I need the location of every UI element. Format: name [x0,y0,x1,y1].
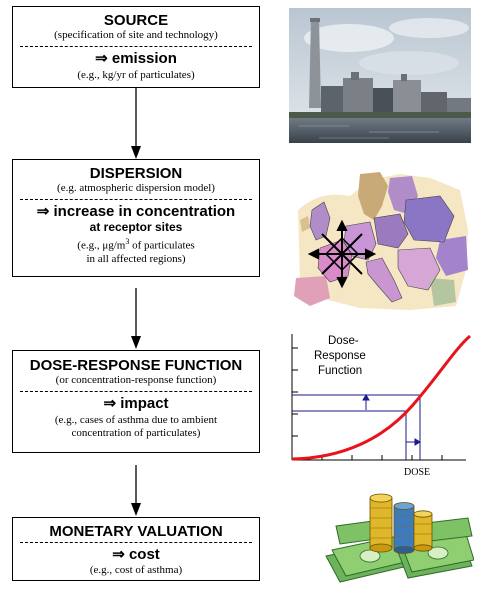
dose-response-graph [284,328,474,480]
dose-output: ⇒ impact [103,395,169,412]
monetary-example: (e.g., cost of asthma) [89,564,183,576]
arrow-source-to-dispersion [128,88,144,160]
graph-xlabel: DOSE [404,467,431,478]
dose-response-box [12,350,260,453]
graph-label-line1: Dose- [328,335,359,347]
dispersion-divider [20,199,252,200]
source-example: (e.g., kg/yr of particulates) [77,69,195,81]
dose-desc: (or concentration-response function) [55,374,217,386]
dispersion-output-line2: at receptor sites [89,220,183,234]
dispersion-output: ⇒ increase in concentration [36,203,236,220]
arrow-dispersion-to-dose [128,288,144,350]
dispersion-example-line1 [13,235,259,253]
graph-label-line3: Function [318,365,363,377]
monetary-box [12,517,260,581]
power-plant-photo [289,8,471,143]
dose-example-line2: concentration of particulates) [71,427,201,439]
money-stack-icon [322,484,474,584]
dispersion-box [12,159,260,277]
monetary-title: MONETARY VALUATION [49,523,223,540]
dispersion-example-line2: in all affected regions) [86,252,186,265]
dose-title: DOSE-RESPONSE FUNCTION [29,357,243,374]
dispersion-example-pre: (e.g., μg/m [77,239,126,252]
arrow-dose-to-monetary [128,465,144,517]
dispersion-desc: (e.g. atmospheric dispersion model) [57,182,215,194]
monetary-divider [20,542,252,543]
dispersion-title: DISPERSION [89,165,183,182]
source-output: ⇒ emission [95,50,177,67]
source-box [12,6,260,88]
source-divider [20,46,252,47]
dose-example-line1: (e.g., cases of asthma due to ambient [54,414,218,426]
dispersion-example-post: of particulates [129,239,195,252]
dose-divider [20,391,252,392]
source-desc: (specification of site and technology) [54,29,218,41]
source-title: SOURCE [103,12,169,29]
graph-label-line2: Response [314,350,366,362]
monetary-output: ⇒ cost [112,546,160,563]
europe-map-icon [290,170,472,312]
dispersion-example-sup: 3 [125,237,130,246]
